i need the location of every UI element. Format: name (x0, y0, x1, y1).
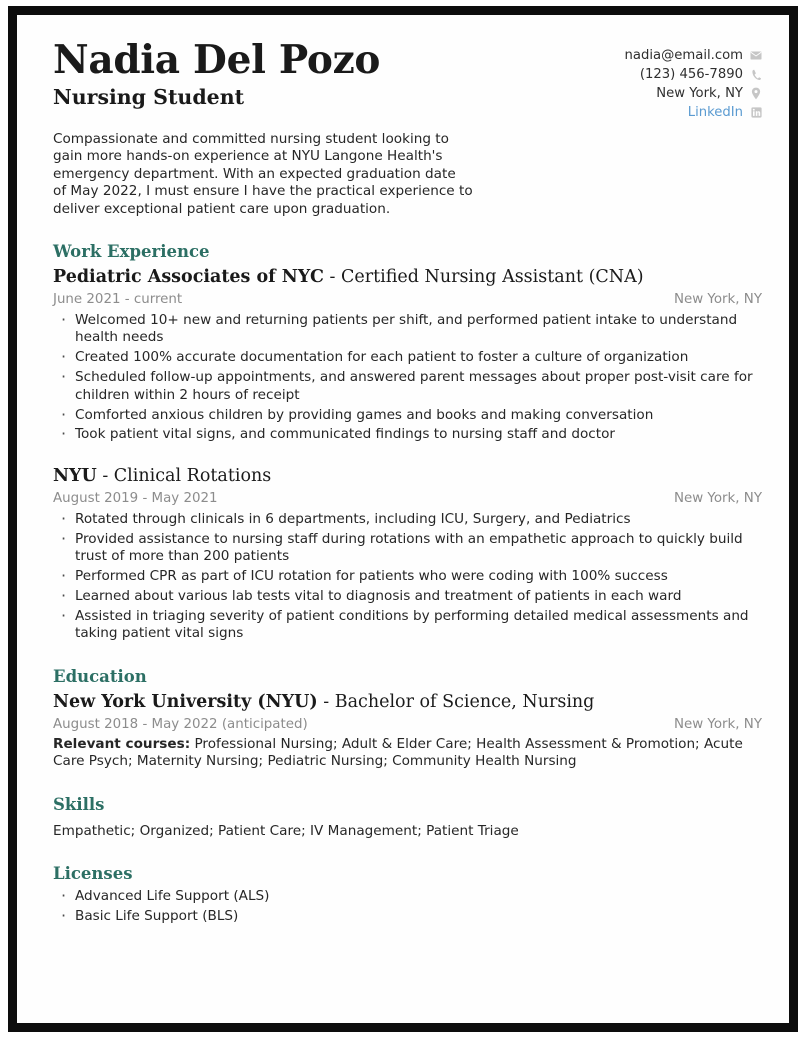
work-entry-separator: - (96, 465, 114, 486)
list-item: · Took patient vital signs, and communicated findings to nursing staff and doctor (53, 426, 762, 443)
work-entry-org: NYU (53, 465, 97, 486)
education-separator: - (317, 691, 335, 712)
envelope-icon (750, 49, 762, 62)
work-entry-location: New York, NY (673, 292, 762, 308)
work-entry-role: Certified Nursing Assistant (CNA) (340, 267, 644, 288)
section-heading-skills: Skills (53, 794, 105, 814)
list-item: · Provided assistance to nursing staff during rotations with an empathetic approach to quickly build trust of more than 200 patients (53, 531, 762, 566)
contact-location-text: New York, NY (656, 86, 743, 101)
resume-page-frame (8, 6, 798, 1032)
education-entry-meta (53, 715, 762, 734)
education-school: New York University (NYU) (53, 691, 318, 712)
education-dates: August 2018 - May 2022 (anticipated) (53, 716, 308, 732)
skills-list-text: Empathetic; Organized; Patient Care; IV Management; Patient Triage (53, 822, 519, 839)
licenses-bullets (53, 888, 762, 925)
work-entry-meta (53, 489, 762, 508)
relevant-courses-label: Relevant courses: (53, 735, 191, 752)
work-entry-meta (53, 290, 762, 309)
list-item: · Comforted anxious children by providing games and books and making conversation (53, 407, 762, 424)
contact-linkedin-text: LinkedIn (687, 105, 743, 120)
section-education (53, 667, 762, 771)
list-item: · Created 100% accurate documentation for each patient to foster a culture of organization (53, 349, 762, 366)
resume-header (53, 37, 762, 122)
work-entry-bullets (53, 312, 762, 444)
contact-list (625, 46, 762, 122)
list-item: · Assisted in triaging severity of patient conditions by performing detailed medical assessments and taking patient vital signs (53, 608, 762, 643)
candidate-name: Nadia Del Pozo (53, 37, 381, 83)
education-entry-header (53, 691, 762, 714)
location-pin-icon (750, 87, 762, 100)
work-entry-dates: August 2019 - May 2021 (53, 490, 218, 506)
work-entry-org: Pediatric Associates of NYC (53, 267, 324, 288)
relevant-courses-text: Professional Nursing; Adult & Elder Care; Health Assessment & Promotion; Acute Care Psych; Maternity Nursing; Pediatric Nursing; Community Health Nursing (53, 735, 743, 770)
list-item: · Rotated through clinicals in 6 departments, including ICU, Surgery, and Pediatrics (53, 511, 762, 528)
section-heading-licenses: Licenses (53, 863, 133, 883)
education-relevant-courses (53, 736, 762, 771)
contact-item-location[interactable] (656, 84, 762, 103)
section-work-experience (53, 242, 762, 643)
section-skills (53, 795, 762, 840)
professional-summary: Compassionate and committed nursing student looking to gain more hands-on experience at NYU Langone Health's emergency department. With an expected graduation date of May 2022, I must ensure I have the practical experience to deliver exceptional patient care upon graduation. (53, 131, 473, 217)
work-entry-separator: - (323, 267, 341, 288)
work-entry-dates: June 2021 - current (53, 292, 183, 308)
contact-phone-text: (123) 456-7890 (639, 67, 743, 82)
section-heading-education: Education (53, 666, 147, 686)
list-item: · Welcomed 10+ new and returning patients per shift, and performed patient intake to understand health needs (53, 312, 762, 347)
list-item: · Advanced Life Support (ALS) (53, 888, 762, 905)
linkedin-icon (750, 106, 762, 119)
list-item: · Learned about various lab tests vital to diagnosis and treatment of patients in each ward (53, 588, 762, 605)
work-entry-bullets (53, 511, 762, 643)
contact-item-phone[interactable] (640, 65, 762, 84)
education-location: New York, NY (673, 716, 762, 732)
work-entry-role: Clinical Rotations (113, 465, 272, 486)
phone-icon (750, 68, 762, 81)
work-entry (53, 465, 762, 643)
contact-item-email[interactable] (625, 46, 762, 65)
candidate-title: Nursing Student (53, 85, 245, 109)
list-item: · Basic Life Support (BLS) (53, 908, 762, 925)
work-entry (53, 266, 762, 444)
identity-block (53, 37, 380, 110)
work-entry-location: New York, NY (673, 490, 762, 506)
section-licenses (53, 864, 762, 925)
resume-document (17, 15, 789, 1023)
list-item: · Performed CPR as part of ICU rotation for patients who were coding with 100% success (53, 568, 762, 585)
list-item: · Scheduled follow-up appointments, and answered parent messages about proper post-visit care for children within 2 hours of receipt (53, 369, 762, 404)
education-degree: Bachelor of Science, Nursing (334, 691, 595, 712)
work-entry-header (53, 465, 762, 488)
contact-email-text: nadia@email.com (624, 48, 743, 63)
work-entry-header (53, 266, 762, 289)
section-heading-work: Work Experience (53, 242, 210, 262)
contact-item-linkedin[interactable] (688, 103, 762, 122)
